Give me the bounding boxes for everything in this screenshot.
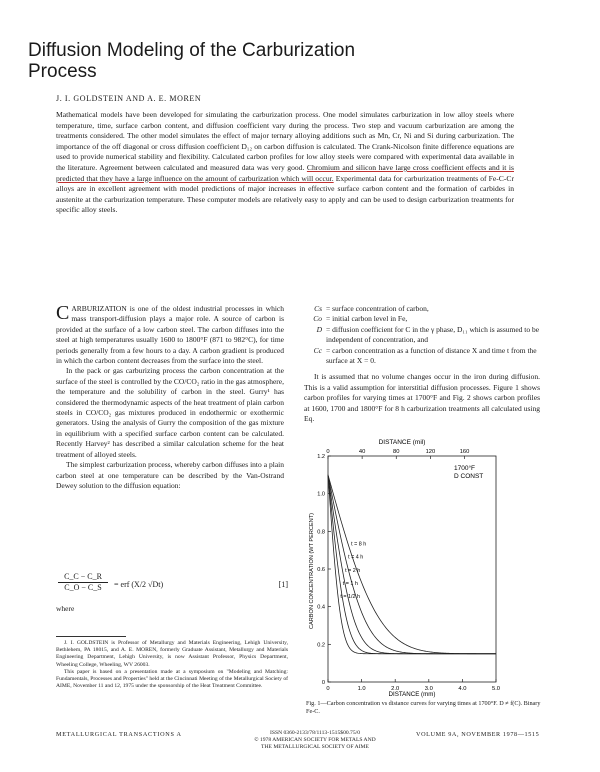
authors: J. I. GOLDSTEIN AND A. E. MOREN (56, 94, 202, 103)
abstract (56, 110, 514, 216)
symbol: Co (313, 314, 322, 324)
equation-rhs: = erf (X/2 √Dt) (114, 580, 164, 589)
intro-text: ARBURIZATION is one of the oldest industrial processes in which mass transport-diffusion plays a major role. A source of carbon is provided at the surface of a low carbon steel. The carbon diffuses into the steel at high temperatures usually 1600 to 1800°F (871 to 982°C), for time periods generally from a few hours to a day. A carbon gradient is produced in which the carbon content decreases from the surface into the steel. (56, 304, 284, 366)
y-tick-label: 1.2 (317, 454, 325, 460)
symbol-def (304, 346, 540, 367)
footnote-symposium: This paper is based on a presentation made at a symposium on "Modeling and Matching: Fundamentals, Processes and Properties" held at the Cincinnati Meeting of the Metallurgical Society of AIME, November 11 and 12, 1975 under the sponsorship of the Heat Treatment Committee. (56, 668, 288, 690)
left-column (56, 304, 284, 491)
abstract-text: Mathematical models have been developed for simulating the carburization process. One model simulates carburization in low alloy steels where temperature, time, surface carbon content, and diffusion coefficient vary during the process. Two step and vacuum carburization are among the treatments considered. The other model simulates the effect of major ternary alloying additions such as Mn, Cr, Ni and Si during carburization. The importance of the off diagonal or cross diffusion coefficient D₁₂ on carbon diffusion is calculated. The Crank-Nicolson finite difference equations are used to provide numerical stability and flexibility. Calculated carbon profiles for low alloy steels were compared with experimental data available in the literature. Agreement between calculated and measured data was very good. (56, 110, 514, 172)
x-tick-label: 3.0 (424, 686, 433, 692)
x-tick-label: 0 (326, 686, 330, 692)
series-label: t = 8 h (351, 541, 367, 548)
issn-line (220, 730, 410, 751)
symbol-meaning: = initial carbon level in Fe, (326, 314, 408, 324)
right-column (304, 304, 540, 424)
symbol-def (304, 325, 540, 346)
figure-caption: Fig. 1—Carbon concentration vs distance curves for varying times at 1700°F. D ≠ f(C). Binary Fe-C. (306, 700, 541, 715)
x-tick-label: 2.0 (391, 686, 400, 692)
series-line (328, 475, 496, 654)
where-label: where (56, 604, 75, 613)
series-line (328, 475, 496, 654)
y-axis-label: CARBON CONCENTRATION (WT PERCENT) (309, 512, 315, 630)
y-tick-label: 1.0 (317, 491, 325, 498)
series-label: t = 1/2 h (340, 594, 361, 601)
intro-paragraph (56, 304, 284, 366)
top-tick-label: 0 (326, 449, 330, 455)
equation-numerator: C_C − C_R (58, 572, 108, 583)
drop-cap: C (56, 302, 70, 324)
paper-title: Diffusion Modeling of the Carburization Process (28, 40, 356, 82)
body-paragraph: The simplest carburization process, whereby carbon diffuses into a plain carbon steel at one temperature can be described by the Van-Ostrand Dewey solution to the diffusion equation: (56, 460, 284, 490)
symbol: Cc (313, 345, 322, 355)
x-tick-label: 5.0 (491, 686, 501, 692)
top-axis-label: DISTANCE (mil) (378, 439, 426, 446)
body-paragraph: In the pack or gas carburizing process the carbon concentration at the surface of the steel is controlled by the CO/CO₂ ratio in the gas atmosphere, the temperature and the solubility of carbon in the steel. Gurry¹ has considered the thermodynamic aspects of the heat treatment of plain carbon steels in CO/CO₂ gas mixtures produced in endothermic or exothermic generators. Using the analysis of Gurry the composition of the gas mixture in equilibrium with a specified surface carbon content can be calculated. Recently Harvey² has described a similar calculation scheme for the heat treatment of alloyed steels. (56, 366, 284, 459)
equation-number: [1] (278, 580, 288, 589)
y-tick-label: 0.6 (317, 567, 325, 573)
top-tick-label: 120 (425, 449, 436, 455)
series-line (328, 475, 496, 654)
symbol-meaning: = carbon concentration as a function of distance X and time t from the surface at X = 0. (326, 345, 537, 366)
y-tick-label: 0 (321, 680, 325, 686)
footnote-affiliation: J. I. GOLDSTEIN is Professor of Metallurgy and Materials Engineering, Lehigh University, Bethlehem, PA 18015, and A. E. MOREN, formerly Graduate Assistant, Metallurgy and Materials Engineering Department, Lehigh University, is now Assistant Professor, Physics Department, Wheeling College, Wheeling, WV 26003. (56, 640, 288, 668)
journal-name: METALLURGICAL TRANSACTIONS A (56, 731, 182, 738)
symbol-meaning: = surface concentration of carbon, (326, 304, 429, 313)
carbon-profile-chart (306, 436, 538, 698)
symbol-def (304, 314, 540, 324)
series-label: t = 1 h (342, 580, 358, 587)
top-tick-label: 40 (358, 449, 366, 455)
symbol-def (304, 304, 540, 314)
x-tick-label: 4.0 (458, 686, 467, 692)
abstract-text-end: Experimental data for carburization treatments of Fe-C-Cr alloys are in excellent agreement with model predictions of major increases in effective surface carbon content and the formation of carbides in austenite at the carburization temperature. These computer models are relatively easy to apply and can be used to design carburization treatments for specific alloy steels. (56, 173, 514, 215)
x-axis-label: DISTANCE (mm) (388, 691, 436, 698)
x-tick-label: 1.0 (357, 686, 366, 692)
y-tick-label: 0.8 (317, 529, 325, 536)
body-paragraph: It is assumed that no volume changes occur in the iron during diffusion. This is a valid assumption for interstitial diffusion processes. Figure 1 shows carbon profiles for varying times at 1700°F and Fig. 2 shows carbon profiles at 1600, 1700 and 1800°F for 8 h carburization treatments all calculated using Eq. (304, 372, 540, 424)
top-tick-label: 160 (459, 449, 470, 455)
symbol-meaning: = diffusion coefficient for C in the γ phase, D₁₁ which is assumed to be independent of concentration, and (326, 324, 540, 345)
series-line (328, 475, 496, 654)
y-tick-label: 0.2 (317, 642, 325, 649)
equation-fraction (58, 572, 108, 592)
annotation-temp: 1700°F (454, 465, 476, 472)
annotation-d: D CONST (454, 473, 484, 480)
abstract-highlight: Chromium and silicon have large cross coefficient effects and it is predicted that they have a large influence on the amount of carburization which will occur. (56, 162, 514, 183)
series-label: t = 2 h (345, 567, 361, 574)
symbol: Cs (314, 304, 322, 313)
series-label: t = 4 h (348, 554, 364, 561)
footnote-rule (56, 636, 126, 637)
series-line (328, 475, 496, 654)
figure-1 (306, 436, 538, 704)
top-tick-label: 80 (393, 449, 400, 455)
y-tick-label: 0.4 (317, 604, 325, 611)
footnote (56, 640, 288, 690)
equation-denominator: C_O − C_S (64, 583, 102, 592)
symbol: D (316, 324, 322, 334)
equation-1 (56, 572, 288, 600)
volume-page: VOLUME 9A, NOVEMBER 1978—1515 (416, 731, 540, 738)
issn-text: ISSN 0360-2133/78/1113-1515$00.75/0 © 1978 AMERICAN SOCIETY FOR METALS AND THE METALLURGICAL SOCIETY OF AIME (254, 730, 376, 750)
